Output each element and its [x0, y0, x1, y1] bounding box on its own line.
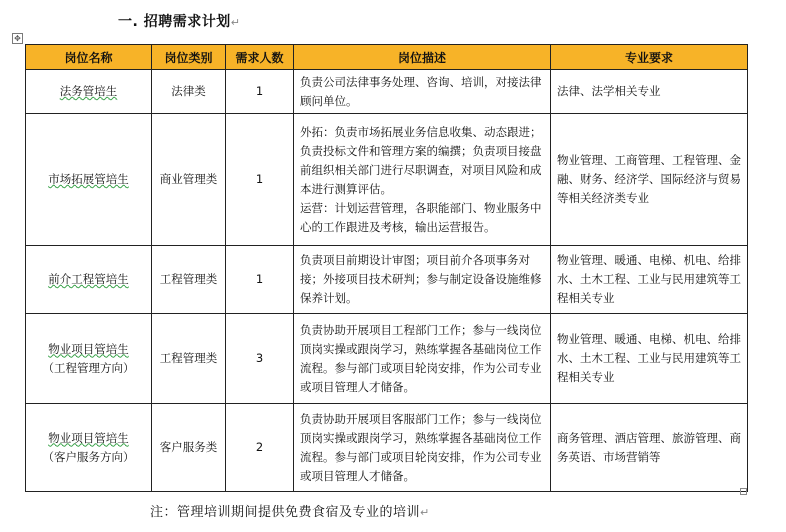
position-name-cell	[26, 70, 152, 114]
description-paragraph: 负责公司法律事务处理、咨询、培训，对接法律顾问单位。	[300, 74, 542, 108]
major-cell	[551, 114, 748, 246]
table-resize-handle-icon[interactable]	[740, 488, 747, 495]
table-move-handle-icon[interactable]: ✥	[12, 33, 23, 44]
description-paragraph: 运营：计划运营管理，各职能部门、物业服务中心的工作跟进及考核，输出运营报告。	[300, 200, 542, 234]
position-category-cell	[152, 70, 226, 114]
position-name-cell	[26, 114, 152, 246]
table-row	[26, 404, 748, 492]
major-requirement: 物业管理、暖通、电梯、机电、给排水、土木工程、工业与民用建筑等工程相关专业	[557, 253, 741, 305]
section-heading	[118, 11, 240, 31]
position-category: 法律类	[171, 84, 206, 98]
position-category-cell	[152, 404, 226, 492]
footnote-text: 注：管理培训期间提供免费食宿及专业的培训	[150, 505, 421, 520]
description-cell	[294, 246, 551, 314]
major-cell	[551, 314, 748, 404]
headcount-cell	[226, 114, 294, 246]
position-category-cell	[152, 314, 226, 404]
position-name: 法务管培生	[59, 84, 118, 98]
major-requirement: 法律、法学相关专业	[557, 84, 661, 98]
description-cell	[294, 404, 551, 492]
position-category: 客户服务类	[159, 440, 218, 454]
position-category: 工程管理类	[159, 351, 218, 365]
headcount-cell	[226, 314, 294, 404]
position-category-cell	[152, 114, 226, 246]
description-paragraph: 负责项目前期设计审图；项目前介各项事务对接；外接项目技术研判；参与制定设备设施维修保养计划。	[300, 253, 542, 305]
headcount: 1	[255, 272, 264, 286]
table-row	[26, 70, 748, 114]
table-row	[26, 246, 748, 314]
position-category: 商业管理类	[159, 172, 218, 186]
position-name-cell	[26, 314, 152, 404]
headcount: 3	[255, 351, 264, 365]
paragraph-mark-icon: ↵	[420, 506, 430, 519]
description-cell	[294, 314, 551, 404]
position-category: 工程管理类	[159, 272, 218, 286]
position-name-cell	[26, 404, 152, 492]
position-direction: （工程管理方向）	[42, 360, 135, 375]
section-heading-text: 一. 招聘需求计划	[118, 14, 231, 30]
position-name: 前介工程管培生	[48, 272, 129, 286]
description-paragraph: 负责协助开展项目客服部门工作；参与一线岗位顶岗实操或跟岗学习，熟练掌握各基础岗位工作流程。参与部门或项目轮岗安排，作为公司专业或项目管理人才储备。	[300, 411, 542, 483]
major-cell	[551, 246, 748, 314]
description-paragraph: 外拓：负责市场拓展业务信息收集、动态跟进；负责投标文件和管理方案的编撰；负责项目接盘前组织相关部门进行尽职调查，对项目风险和成本进行测算评估。	[300, 124, 542, 196]
header-major-requirement: 专业要求	[551, 45, 748, 70]
header-position-name: 岗位名称	[26, 45, 152, 70]
headcount-cell	[226, 246, 294, 314]
position-category-cell	[152, 246, 226, 314]
headcount: 1	[255, 84, 264, 98]
table-row	[26, 314, 748, 404]
paragraph-mark-icon: ↵	[230, 16, 241, 29]
position-name: 市场拓展管培生	[48, 172, 129, 186]
description-paragraph: 负责协助开展项目工程部门工作；参与一线岗位顶岗实操或跟岗学习，熟练掌握各基础岗位工作流程。参与部门或项目轮岗安排，作为公司专业或项目管理人才储备。	[300, 322, 542, 394]
major-requirement: 物业管理、暖通、电梯、机电、给排水、土木工程、工业与民用建筑等工程相关专业	[557, 332, 741, 384]
description-cell	[294, 70, 551, 114]
position-name: 物业项目管培生	[48, 341, 129, 356]
footnote	[150, 501, 430, 520]
headcount-cell	[226, 404, 294, 492]
position-name-cell	[26, 246, 152, 314]
headcount: 1	[255, 172, 264, 186]
position-name: 物业项目管培生	[48, 430, 129, 445]
header-headcount: 需求人数	[226, 45, 294, 70]
table-row	[26, 114, 748, 246]
major-requirement: 商务管理、酒店管理、旅游管理、商务英语、市场营销等	[557, 430, 741, 464]
header-position-category: 岗位类别	[152, 45, 226, 70]
headcount: 2	[255, 440, 264, 454]
header-position-description: 岗位描述	[294, 45, 551, 70]
position-direction: （客户服务方向）	[42, 449, 135, 464]
major-requirement: 物业管理、工商管理、工程管理、金融、财务、经济学、国际经济与贸易等相关经济类专业	[557, 153, 741, 205]
recruitment-plan-table	[25, 44, 748, 492]
headcount-cell	[226, 70, 294, 114]
table-header-row	[26, 45, 748, 70]
major-cell	[551, 404, 748, 492]
description-cell	[294, 114, 551, 246]
major-cell	[551, 70, 748, 114]
